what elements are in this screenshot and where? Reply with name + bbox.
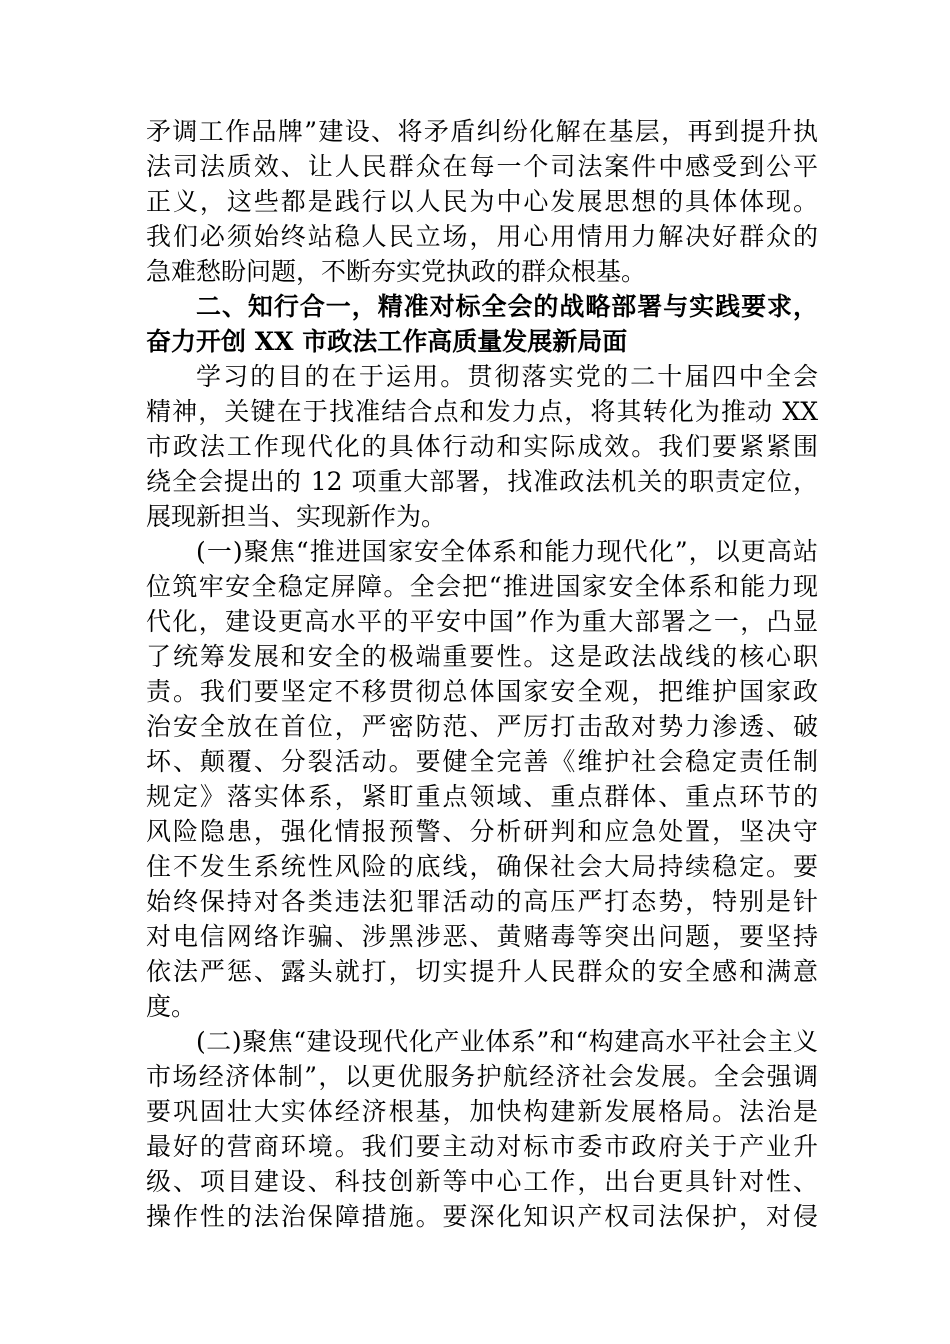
section-heading-line: 奋力开创 XX 市政法工作高质量发展新局面 [146,327,628,356]
paragraph-line: 矛调工作品牌”建设、将矛盾纠纷化解在基层，再到提升执 [146,117,818,146]
paragraph-line: 急难愁盼问题，不断夯实党执政的群众根基。 [146,257,647,286]
paragraph-line: 级、项目建设、科技创新等中心工作，出台更具针对性、 [146,1167,818,1196]
paragraph-line: 展现新担当、实现新作为。 [146,502,447,531]
paragraph-line: 规定》落实体系，紧盯重点领域、重点群体、重点环节的 [146,782,818,811]
paragraph-line: 代化，建设更高水平的平安中国”作为重大部署之一，凸显 [146,607,818,636]
paragraph-line: 治安全放在首位，严密防范、严厉打击敌对势力渗透、破 [146,712,818,741]
paragraph-line: 正义，这些都是践行以人民为中心发展思想的具体体现。 [146,187,818,216]
section-heading-line: 二、知行合一，精准对标全会的战略部署与实践要求， [196,292,818,321]
paragraph-line: 了统筹发展和安全的极端重要性。这是政法战线的核心职 [146,642,818,671]
paragraph-line: 操作性的法治保障措施。要深化知识产权司法保护，对侵 [146,1202,818,1231]
document-body [146,114,818,1234]
paragraph-line: 绕全会提出的 12 项重大部署，找准政法机关的职责定位， [146,467,818,496]
paragraph-line: 位筑牢安全稳定屏障。全会把“推进国家安全体系和能力现 [146,572,818,601]
paragraph-line: 学习的目的在于运用。贯彻落实党的二十届四中全会 [196,362,818,391]
paragraph-line: 最好的营商环境。我们要主动对标市委市政府关于产业升 [146,1132,818,1161]
paragraph-line: 依法严惩、露头就打，切实提升人民群众的安全感和满意 [146,957,818,986]
paragraph-line: 住不发生系统性风险的底线，确保社会大局持续稳定。要 [146,852,818,881]
paragraph-line: 度。 [146,992,197,1021]
paragraph-line: 市政法工作现代化的具体行动和实际成效。我们要紧紧围 [146,432,818,461]
paragraph-line: 法司法质效、让人民群众在每一个司法案件中感受到公平 [146,152,818,181]
paragraph-line: 精神，关键在于找准结合点和发力点，将其转化为推动 XX [146,397,818,426]
paragraph-line: (一)聚焦“推进国家安全体系和能力现代化”，以更高站 [196,537,818,566]
paragraph-line: 市场经济体制”，以更优服务护航经济社会发展。全会强调 [146,1062,818,1091]
paragraph-line: 坏、颠覆、分裂活动。要健全完善《维护社会稳定责任制 [146,747,818,776]
paragraph-line: 要巩固壮大实体经济根基，加快构建新发展格局。法治是 [146,1097,818,1126]
paragraph-line: 对电信网络诈骗、涉黑涉恶、黄赌毒等突出问题，要坚持 [146,922,818,951]
paragraph-line: 始终保持对各类违法犯罪活动的高压严打态势，特别是针 [146,887,818,916]
paragraph-line: 风险隐患，强化情报预警、分析研判和应急处置，坚决守 [146,817,818,846]
paragraph-line: (二)聚焦“建设现代化产业体系”和“构建高水平社会主义 [196,1027,818,1056]
paragraph-line: 我们必须始终站稳人民立场，用心用情用力解决好群众的 [146,222,818,251]
paragraph-line: 责。我们要坚定不移贯彻总体国家安全观，把维护国家政 [146,677,818,706]
